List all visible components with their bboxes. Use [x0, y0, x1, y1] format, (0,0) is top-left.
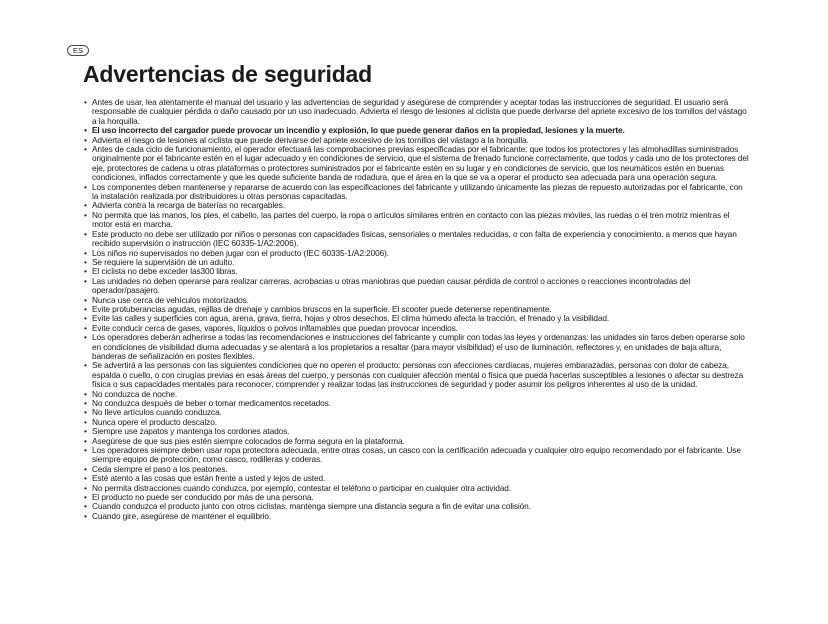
warning-item: • El producto no puede ser conducido por más de una persona.: [84, 493, 749, 502]
language-badge: ES: [67, 45, 89, 56]
warning-item: • Advierta contra la recarga de baterías no recargables.: [84, 201, 749, 210]
warning-item: • Asegúrese de que sus pies estén siempre colocados de forma segura en la plataforma.: [84, 437, 749, 446]
warning-item: • Siempre use zapatos y mantenga los cordones atados.: [84, 427, 749, 436]
warning-item: • Nunca use cerca de vehículos motorizados.: [84, 296, 749, 305]
warning-item: • Nunca opere el producto descalzo.: [84, 418, 749, 427]
warning-item: • Los operadores deberán adherirse a todas las recomendaciones e instrucciones del fabricante y cumplir con todas las leyes y ordenanzas: las unidades sin faros deben operarse solo en condiciones de visibilidad diurna adecuadas y se alentará a los propietarios a resaltar (para mayor visibilidad) el uso de iluminación, reflectores y, en unidades de baja altura, banderas de señalización en postes flexibles.: [84, 333, 749, 361]
warning-item: • Antes de usar, lea atentamente el manual del usuario y las advertencias de seguridad y asegúrese de comprender y aceptar todas las instrucciones de seguridad. El usuario será responsable de cualquier pérdida o daño causado por un uso inadecuado. Advierta el riesgo de lesiones al ciclista que puede derivarse del apriete excesivo de los tornillos del vástago a la horquilla.: [84, 98, 749, 126]
warning-item: • Evite las calles y superficies con agua, arena, grava, tierra, hojas y otros desechos. El clima húmedo afecta la tracción, el frenado y la visibilidad.: [84, 314, 749, 323]
warning-item: • Advierta el riesgo de lesiones al ciclista que puede derivarse del apriete excesivo de los tornillos del vástago a la horquilla.: [84, 136, 749, 145]
warning-item: • Los componentes deben mantenerse y repararse de acuerdo con las especificaciones del fabricante y utilizando únicamente las piezas de repuesto autorizadas por el fabricante, con la instalación realizada por distribuidores u otras personas capacitadas.: [84, 183, 749, 202]
warning-item: • No conduzca de noche.: [84, 390, 749, 399]
warning-item: • Los operadores siempre deben usar ropa protectora adecuada, entre otras cosas, un casco con la certificación adecuada y cualquier otro equipo recomendado por el fabricante. Use siempre equipo de protección, como casco, rodilleras y coderas.: [84, 446, 749, 465]
page-title: Advertencias de seguridad: [83, 61, 372, 87]
warning-item: • Evite protuberancias agudas, rejillas de drenaje y cambios bruscos en la superficie. El scooter puede detenerse repentinamente.: [84, 305, 749, 314]
warning-item: • No permita que las manos, los pies, el cabello, las partes del cuerpo, la ropa o artículos similares entren en contacto con las piezas móviles, las ruedas o el tren motriz mientras el motor está en marcha.: [84, 211, 749, 230]
warning-item: • No lleve artículos cuando conduzca.: [84, 408, 749, 417]
warning-item: • Cuando conduzca el producto junto con otros ciclistas, mantenga siempre una distancia segura a fin de evitar una colisión.: [84, 502, 749, 511]
warning-item: • Las unidades no deben operarse para realizar carreras, acrobacias u otras maniobras que puedan causar pérdida de control o acciones o reacciones incontroladas del operador/pasajero.: [84, 277, 749, 296]
warning-item: • Este producto no debe ser utilizado por niños o personas con capacidades físicas, sensoriales o mentales reducidas, o con falta de experiencia y conocimiento, a menos que hayan recibido supervisión o instrucción (IEC 60335-1/A2:2006).: [84, 230, 749, 249]
safety-warnings-list: [84, 98, 749, 521]
warning-item: • Evite conducir cerca de gases, vapores, líquidos o polvos inflamables que puedan provocar incendios.: [84, 324, 749, 333]
warning-item: • Se requiere la supervisión de un adulto.: [84, 258, 749, 267]
warning-item: • Ceda siempre el paso a los peatones.: [84, 465, 749, 474]
warning-item: • Se advertirá a las personas con las siguientes condiciones que no operen el producto: personas con afecciones cardíacas, mujeres embarazadas, personas con dolor de cabeza, espalda o cuello, o con cirugías previas en esas áreas del cuerpo, y personas con cualquier afección mental o física que pueda hacerlas susceptibles a lesiones o afectar su destreza física o sus capacidades mentales para reconocer, comprender y realizar todas las instrucciones de seguridad y poder asumir los peligros inherentes al uso de la unidad.: [84, 361, 749, 389]
warning-item: • No permita distracciones cuando conduzca, por ejemplo, contestar el teléfono o participar en cualquier otra actividad.: [84, 484, 749, 493]
warning-item-charger: • El uso incorrecto del cargador puede provocar un incendio y explosión, lo que puede generar daños en la propiedad, lesiones y la muerte.: [84, 126, 749, 135]
warning-item: • Esté atento a las cosas que están frente a usted y lejos de usted.: [84, 474, 749, 483]
warning-item: • Cuando gire, asegúrese de mantener el equilibrio.: [84, 512, 749, 521]
warning-item: • Antes de cada ciclo de funcionamiento, el operador efectuará las comprobaciones previas especificadas por el fabricante: que todos los protectores y las almohadillas suministrados originalmente por el fabricante estén en el lugar adecuado y en condiciones de servicio, que el sistema de frenado funcione correctamente, que todos y cada uno de los protectores del eje, protectores de cadena u otras plataformas o protectores suministrados por el fabricante estén en su lugar y en condiciones de servicio, que los neumáticos estén en buenas condiciones, inflados correctamente y que les quede suficiente banda de rodadura, que el área en la que se va a operar el producto sea adecuada para una operación segura.: [84, 145, 749, 183]
warning-item: • No conduzca después de beber o tomar medicamentos recetados.: [84, 399, 749, 408]
warning-item: • El ciclista no debe exceder las300 libras.: [84, 267, 749, 276]
warning-item: • Los niños no supervisados no deben jugar con el producto (IEC 60335-1/A2:2006).: [84, 249, 749, 258]
